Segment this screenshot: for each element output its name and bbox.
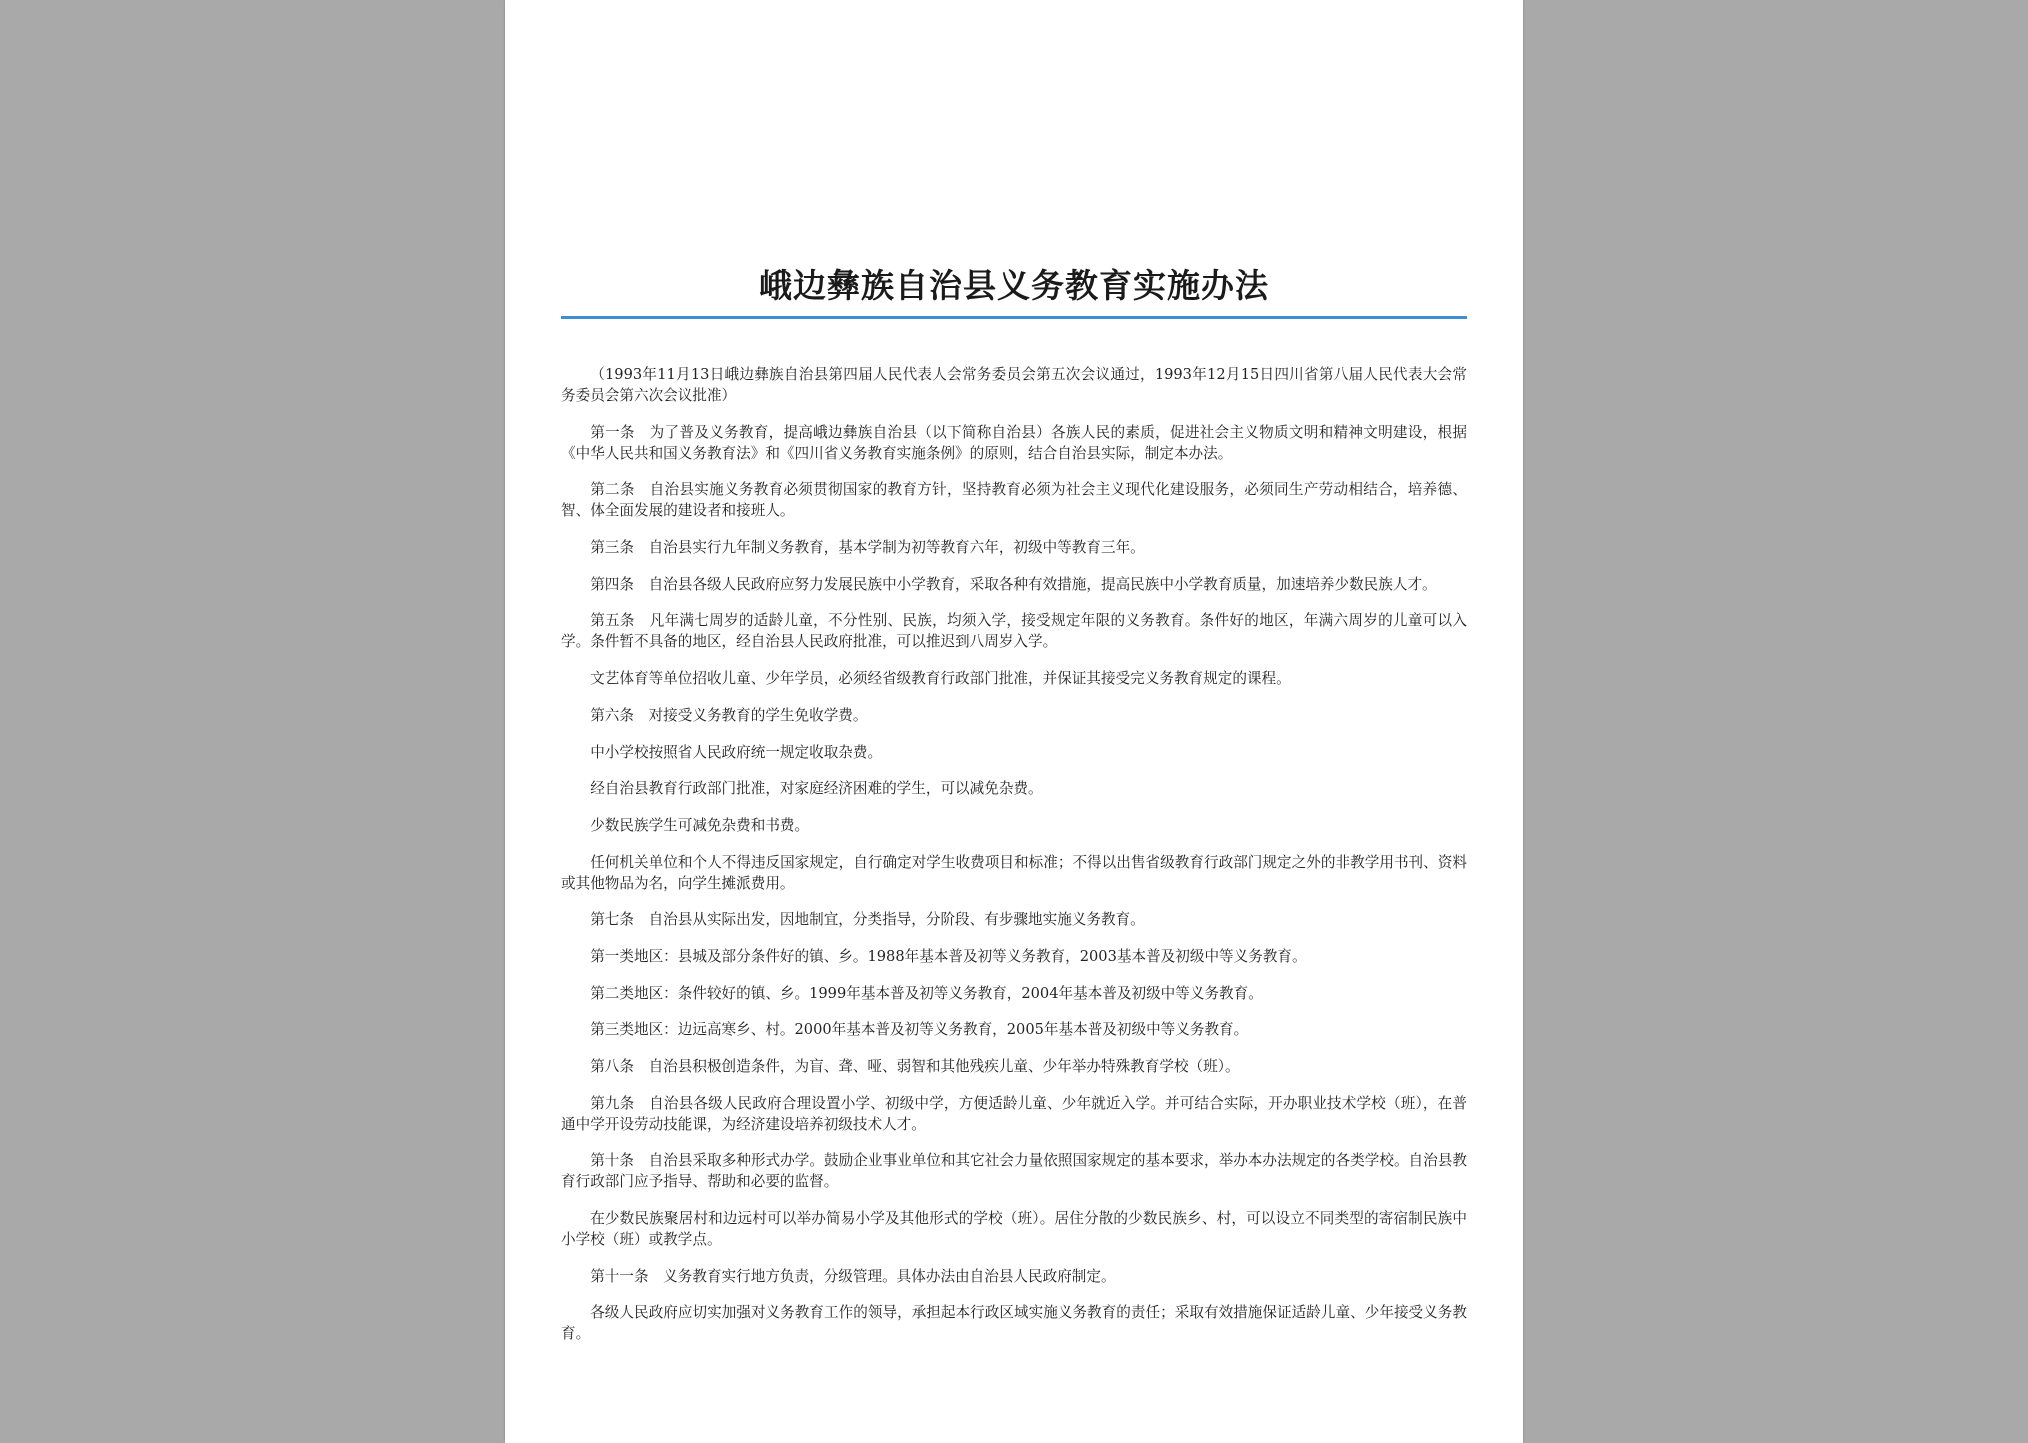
paragraph-article-11: 第十一条 义务教育实行地方负责，分级管理。具体办法由自治县人民政府制定。 bbox=[590, 1267, 1116, 1285]
paragraph-article-4: 第四条 自治县各级人民政府应努力发展民族中小学教育，采取各种有效措施，提高民族中小学教育质量，加速培养少数民族人才。 bbox=[590, 575, 1437, 593]
title-underline bbox=[561, 316, 1467, 319]
paragraph-article-6: 第六条 对接受义务教育的学生免收学费。 bbox=[590, 706, 868, 724]
document-body bbox=[561, 364, 1467, 1360]
paragraph-article-3: 第三条 自治县实行九年制义务教育，基本学制为初等教育六年，初级中等教育三年。 bbox=[590, 539, 1145, 557]
paragraph-article-6-clause-2: 中小学校按照省人民政府统一规定收取杂费。 bbox=[590, 743, 883, 761]
document-page bbox=[505, 0, 1523, 1443]
paragraph-article-10: 第十条 自治县采取多种形式办学。鼓励企业事业单位和其它社会力量依照国家规定的基本要求，举办本办法规定的各类学校。自治县教育行政部门应予指导、帮助和必要的监督。 bbox=[561, 1152, 1467, 1191]
paragraph-article-6-clause-5: 任何机关单位和个人不得违反国家规定，自行确定对学生收费项目和标准；不得以出售省级教育行政部门规定之外的非教学用书刊、资料或其他物品为名，向学生摊派费用。 bbox=[561, 853, 1467, 892]
paragraph-article-5-clause-2: 文艺体育等单位招收儿童、少年学员，必须经省级教育行政部门批准，并保证其接受完义务教育规定的课程。 bbox=[590, 670, 1291, 688]
paragraph-article-7-region-1: 第一类地区：县城及部分条件好的镇、乡。1988年基本普及初等义务教育，2003基本普及初级中等义务教育。 bbox=[590, 947, 1307, 965]
paragraph-article-11-clause-2: 各级人民政府应切实加强对义务教育工作的领导，承担起本行政区域实施义务教育的责任；采取有效措施保证适龄儿童、少年接受义务教育。 bbox=[561, 1304, 1467, 1343]
paragraph-article-9: 第九条 自治县各级人民政府合理设置小学、初级中学，方便适龄儿童、少年就近入学。并可结合实际，开办职业技术学校（班），在普通中学开设劳动技能课，为经济建设培养初级技术人才。 bbox=[561, 1094, 1467, 1133]
document-title: 峨边彝族自治县义务教育实施办法 bbox=[759, 266, 1269, 305]
paragraph-article-8: 第八条 自治县积极创造条件，为盲、聋、哑、弱智和其他残疾儿童、少年举办特殊教育学校（班）。 bbox=[590, 1058, 1240, 1075]
paragraph-article-5: 第五条 凡年满七周岁的适龄儿童，不分性别、民族，均须入学，接受规定年限的义务教育。条件好的地区，年满六周岁的儿童可以入学。条件暂不具备的地区，经自治县人民政府批准，可以推迟到八周岁入学。 bbox=[561, 612, 1467, 651]
paragraph-article-10-clause-2: 在少数民族聚居村和边远村可以举办简易小学及其他形式的学校（班）。居住分散的少数民族乡、村，可以设立不同类型的寄宿制民族中小学校（班）或教学点。 bbox=[561, 1210, 1467, 1249]
paragraph-article-6-clause-3: 经自治县教育行政部门批准，对家庭经济困难的学生，可以减免杂费。 bbox=[590, 780, 1043, 798]
paragraph-article-6-clause-4: 少数民族学生可减免杂费和书费。 bbox=[590, 816, 810, 834]
paragraph-article-1: 第一条 为了普及义务教育，提高峨边彝族自治县（以下简称自治县）各族人民的素质，促进社会主义物质文明和精神文明建设，根据《中华人民共和国义务教育法》和《四川省义务教育实施条例》的原则，结合自治县实际，制定本办法。 bbox=[561, 423, 1467, 462]
paragraph-article-7-region-3: 第三类地区：边远高寒乡、村。2000年基本普及初等义务教育，2005年基本普及初级中等义务教育。 bbox=[590, 1021, 1249, 1039]
paragraph-article-2: 第二条 自治县实施义务教育必须贯彻国家的教育方针，坚持教育必须为社会主义现代化建设服务，必须同生产劳动相结合，培养德、智、体全面发展的建设者和接班人。 bbox=[561, 481, 1467, 520]
paragraph-article-7: 第七条 自治县从实际出发，因地制宜，分类指导，分阶段、有步骤地实施义务教育。 bbox=[590, 911, 1145, 929]
paragraph-preamble: （1993年11月13日峨边彝族自治县第四届人民代表人会常务委员会第五次会议通过，1993年12月15日四川省第八届人民代表大会常务委员会第六次会议批准） bbox=[561, 366, 1467, 404]
paragraph-article-7-region-2: 第二类地区：条件较好的镇、乡。1999年基本普及初等义务教育，2004年基本普及初级中等义务教育。 bbox=[590, 984, 1263, 1002]
